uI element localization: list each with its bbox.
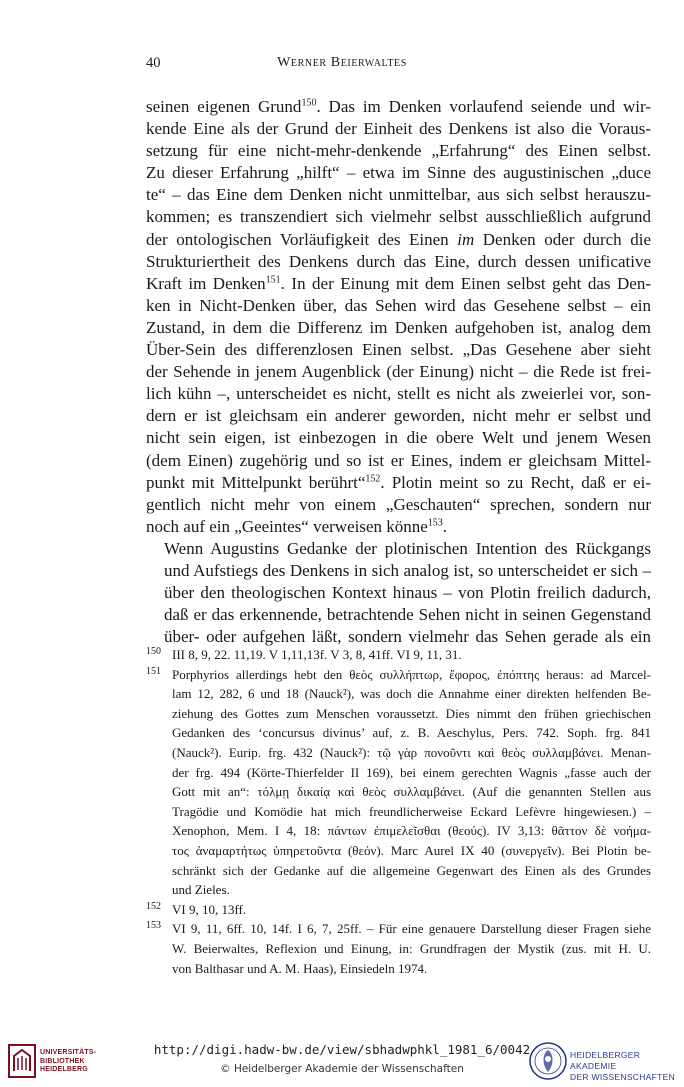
- footnote-line: III 8, 9, 22. 11,19. V 1,11,13f. V 3, 8, 41ff. VI 9, 11, 31.: [172, 647, 462, 662]
- text-line: dern er ist gleichsam ein anderer geworden, nicht mehr er selbst und: [146, 406, 651, 426]
- logo-text-line: UNIVERSITÄTS-: [40, 1049, 97, 1056]
- footnote: [146, 665, 651, 900]
- text-segment: .: [442, 516, 448, 536]
- footnote-line: Tragödie und Komödie hat mich freundlicherweise Eckard Lefèvre hingewiesen.) –: [172, 803, 651, 819]
- page-header: [146, 55, 538, 75]
- footnote-number: 153: [146, 920, 161, 932]
- text-segment: der ontologischen Vorläufigkeit des Einen: [146, 229, 458, 249]
- logo-text-line: HEIDELBERGER AKADEMIE: [570, 1050, 641, 1071]
- footnote-line: Gott mit an“: τόλμῃ δικαίᾳ καὶ θεὸς συλλαμβάνει. (Auf die genannten Stellen aus: [172, 784, 651, 800]
- paragraph: [146, 538, 651, 648]
- text-line: setzung für eine nicht-mehr-denkende „Erfahrung“ des Einen selbst.: [146, 141, 651, 161]
- footnote-line: VI 9, 10, 13ff.: [172, 901, 247, 917]
- paragraph: [146, 96, 651, 538]
- footnote-line: der frg. 494 (Körte-Thierfelder II 169), bei einem gerechten Wagnis „fasse auch der: [172, 764, 651, 780]
- page-footer: [0, 1036, 684, 1087]
- footnote-number: 151: [146, 665, 161, 677]
- text-line: te“ – das Eine dem Denken nicht unmittelbar, aus sich selbst herauszu-: [146, 185, 651, 205]
- text-line: und Aufstiegs des Denkens in sich analog ist, so unterscheidet er sich –: [164, 560, 651, 580]
- footnote-line: τος ἀναμαρτήτως ὑπηρετοῦντα (θεόν). Marc Aurel IX 40 (συνεργεῖν). Bei Plotin be-: [172, 842, 651, 858]
- text-segment: Kraft im Denken: [146, 273, 266, 293]
- footnote: [146, 919, 651, 978]
- academy-logo[interactable]: [528, 1041, 678, 1081]
- footnote-line: von Balthasar und A. M. Haas), Einsiedeln 1974.: [172, 960, 428, 976]
- footnotes: [146, 645, 651, 978]
- text-line: kommen; es transzendiert sich vielmehr selbst ausschließlich aufgrund: [146, 207, 651, 227]
- text-line: (dem Einen) zugehörig und so ist er Eines, indem er gleichsam Mittel-: [146, 450, 651, 470]
- text-segment: punkt mit Mittelpunkt berührt“: [146, 472, 366, 492]
- footnote-line: (Nauck²). Eurip. frg. 432 (Nauck²): τῷ γὰρ πονοῦντι καὶ θεὸς συλλαμβάνει. Menan-: [172, 744, 651, 760]
- text-segment: seinen eigenen Grund: [146, 97, 302, 116]
- footnote-line: schränkt sich der Gedanke auf die allgemeine Gegenwart des Einen als des Grundes: [172, 862, 651, 878]
- source-url-link[interactable]: http://digi.hadw-bw.de/view/sbhadwphkl_1981_6/0042: [153, 1042, 531, 1057]
- footnote-reference: 153: [427, 517, 443, 529]
- text-segment: noch auf ein „Geeintes“ verweisen könne: [146, 516, 428, 536]
- running-head: Werner Beierwaltes: [277, 55, 407, 70]
- footnote-line: Gedanken des ‘concursus divinus’ auf, z. B. Aeschylus, Pers. 742. Soph. frg. 841: [172, 725, 651, 741]
- text-segment: Denken oder durch die: [474, 229, 651, 249]
- emphasis: im: [457, 229, 475, 249]
- text-line: Zustand, in dem die Differenz im Denken aufgehoben ist, analog dem: [146, 317, 651, 337]
- text-line: gentlich nicht mehr von einem „Geschauten“ sprechen, sondern nur: [146, 494, 651, 514]
- footnote-reference: 151: [265, 274, 281, 286]
- text-line: daß er das erkennende, betrachtende Sehen nicht in seinen Gegenstand: [164, 605, 651, 625]
- academy-seal-icon: [528, 1041, 568, 1081]
- footnote-number: 152: [146, 900, 161, 912]
- footnote-line: lam 12, 282, 6 und 18 (Nauck²), was doch die Annahme einer direkten helfenden Be-: [172, 686, 651, 702]
- text-line: [146, 472, 651, 494]
- text-segment: . Das im Denken vorlaufend seiende und wir-: [316, 97, 651, 116]
- footnote-reference: 150: [301, 97, 317, 109]
- text-line: Strukturiertheit des Denkens durch das Eine, durch dessen unificative: [146, 251, 651, 271]
- text-line: über- oder aufgehen läßt, sondern vielmehr das Sehen gerade als ein: [164, 627, 651, 647]
- text-line: über den theologischen Kontext hinaus – von Plotin freilich dadurch,: [164, 583, 651, 603]
- main-text: [146, 96, 651, 648]
- text-line: ken in Nicht-Denken über, das Sehen wird das Gesehene selbst – ein: [146, 295, 651, 315]
- footnote-line: Xenophon, Mem. I 4, 18: πάντων ἐπιμελεῖσθαι (θεούς). IV 3,13: θᾶττον δὲ νοήμα-: [172, 823, 651, 839]
- footnote: [146, 900, 651, 920]
- page-number: 40: [146, 55, 161, 71]
- logo-text-line: DER WISSENSCHAFTEN: [570, 1072, 676, 1082]
- text-line: [146, 516, 651, 538]
- footnote-reference: 152: [365, 472, 381, 484]
- text-line: [146, 273, 651, 295]
- text-line: der Sehende in jenem Augenblick (der Einung) nicht – die Rede ist frei-: [146, 362, 651, 382]
- footnote-line: Porphyrios allerdings hebt den θεὸς συλλήπτωρ, ἔφορος, ἐπόπτης heraus: ad Marcel-: [172, 666, 651, 682]
- logo-text-line: HEIDELBERG: [40, 1066, 88, 1073]
- footnote-line: und Zieles.: [172, 882, 230, 898]
- text-line: [146, 229, 651, 251]
- text-segment: . In der Einung mit dem Einen selbst geht das Den-: [280, 273, 652, 293]
- text-line: [146, 96, 651, 118]
- text-line: Wenn Augustins Gedanke der plotinischen Intention des Rückgangs: [164, 538, 651, 558]
- text-line: kende Eine als der Grund der Einheit des Denkens ist also die Voraus-: [146, 119, 651, 139]
- footnote-line: ziehung des Gottes zum Menschen voraussetzt. Dies nimmt den frühen griechischen: [172, 705, 651, 721]
- text-segment: . Plotin meint so zu Recht, daß er ei-: [380, 472, 651, 492]
- footnote: [146, 645, 651, 665]
- text-line: Über-Sein des differenzlosen Einen selbst. „Das Gesehene aber sieht: [146, 340, 651, 360]
- footnote-line: VI 9, 11, 6ff. 10, 14f. I 6, 7, 25ff. – Für eine genauere Darstellung dieser Fragen siehe: [172, 921, 651, 937]
- footnote-number: 150: [146, 646, 161, 657]
- text-line: Zu dieser Erfahrung „hilft“ – etwa im Sinne des augustinischen „duce: [146, 163, 651, 183]
- footnote-line: W. Beierwaltes, Reflexion und Einung, in: Grundfragen der Mystik (zus. mit H. U.: [172, 940, 651, 956]
- text-line: lich kühn –, unterscheidet es nicht, stellt es nicht als zweierlei vor, son-: [146, 384, 651, 404]
- text-line: nicht sein eigen, ist einbezogen in die obere Welt und jenem Wesen: [146, 428, 651, 448]
- logo-text-line: BIBLIOTHEK: [40, 1057, 85, 1065]
- copyright-notice: © Heidelberger Akademie der Wissenschaften: [220, 1063, 464, 1075]
